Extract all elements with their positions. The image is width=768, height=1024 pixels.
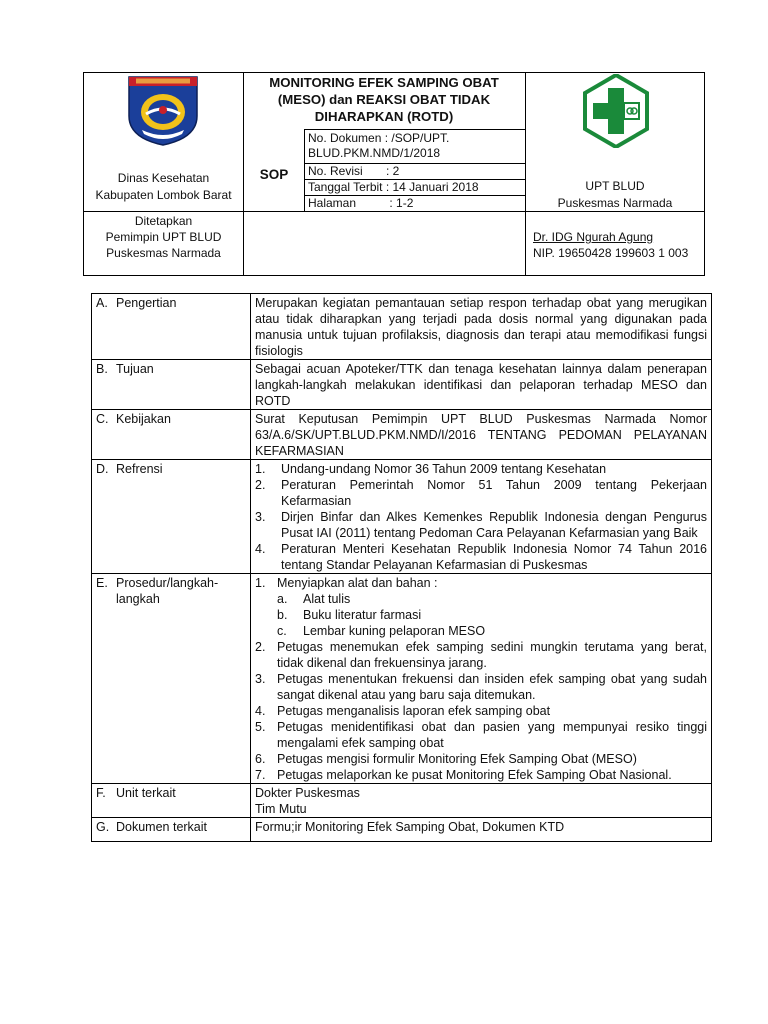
section-label bbox=[92, 294, 251, 360]
list-number: 3. bbox=[255, 510, 266, 524]
section-title: Pengertian bbox=[116, 296, 177, 310]
divider bbox=[243, 73, 244, 211]
list-number: 5. bbox=[255, 720, 266, 734]
table-row bbox=[92, 294, 712, 360]
section-title: Refrensi bbox=[116, 462, 163, 476]
doc-number bbox=[308, 131, 524, 161]
section-label bbox=[92, 460, 251, 574]
section-content: Surat Keputusan Pemimpin UPT BLUD Puskesmas Narmada Nomor 63/A.6/SK/UPT.BLUD.PKM.NMD/I/2016 TENTANG PEDOMAN PELAYANAN KEFARMASIAN bbox=[251, 410, 712, 460]
list-item bbox=[255, 751, 707, 767]
established-line3: Puskesmas Narmada bbox=[106, 246, 221, 260]
list-text: Buku literatur farmasi bbox=[303, 608, 422, 622]
divider bbox=[304, 129, 305, 211]
section-title: Dokumen terkait bbox=[116, 820, 208, 834]
section-letter: F. bbox=[96, 786, 106, 800]
table-row bbox=[92, 574, 712, 784]
related-unit: Tim Mutu bbox=[255, 802, 307, 816]
issue-date: Tanggal Terbit : 14 Januari 2018 bbox=[308, 180, 479, 194]
section-content: Merupakan kegiatan pemantauan setiap respon terhadap obat yang merugikan atau tidak diharapkan yang terjadi pada dosis normal yang digunakan pada manusia untuk tujuan profilaksis, diagnosis dan terapi atau memodifikasi fungsi fisiologis bbox=[251, 294, 712, 360]
list-item bbox=[255, 671, 707, 703]
list-item bbox=[255, 477, 707, 509]
list-number: 4. bbox=[255, 704, 266, 718]
list-text: Peraturan Menteri Kesehatan Republik Indonesia Nomor 74 Tahun 2016 tentang Standar Pelayanan Kefarmasian di Puskesmas bbox=[281, 542, 707, 572]
document-header bbox=[83, 72, 705, 276]
sub-list-item bbox=[255, 591, 707, 607]
sub-list-item bbox=[255, 623, 707, 639]
list-number: 1. bbox=[255, 576, 266, 590]
list-text: Petugas menidentifikasi obat dan pasien yang mempunyai resiko tinggi mengalami efek samping obat bbox=[277, 720, 707, 750]
title-line2: (MESO) dan REAKSI OBAT TIDAK bbox=[277, 92, 491, 107]
section-title: Prosedur/langkah-langkah bbox=[116, 576, 219, 606]
list-number: 3. bbox=[255, 672, 266, 686]
signer-nip: NIP. 19650428 199603 1 003 bbox=[533, 246, 689, 260]
list-number: 2. bbox=[255, 478, 266, 492]
org-right-line2: Puskesmas Narmada bbox=[557, 196, 673, 210]
section-label bbox=[92, 784, 251, 818]
list-text: Petugas mengisi formulir Monitoring Efek Samping Obat (MESO) bbox=[277, 752, 637, 766]
section-title: Tujuan bbox=[116, 362, 154, 376]
section-letter: D. bbox=[96, 462, 109, 476]
section-content: Formu;ir Monitoring Efek Samping Obat, Dokumen KTD bbox=[251, 818, 712, 842]
section-title: Kebijakan bbox=[116, 412, 171, 426]
list-number: 7. bbox=[255, 768, 266, 782]
section-title: Unit terkait bbox=[116, 786, 176, 800]
list-item bbox=[255, 639, 707, 671]
district-crest-logo bbox=[126, 74, 200, 146]
divider bbox=[84, 211, 704, 212]
table-row bbox=[92, 784, 712, 818]
established-line2: Pemimpin UPT BLUD bbox=[105, 230, 222, 244]
list-text: Petugas menemukan efek samping sedini mungkin terutama yang berat, tidak dikenal dan frekuensinya jarang. bbox=[277, 640, 707, 670]
list-text: Undang-undang Nomor 36 Tahun 2009 tentang Kesehatan bbox=[281, 462, 607, 476]
list-text: Petugas menentukan frekuensi dan insiden efek samping obat yang sudah sangat dikenal atau yang baru saja ditemukan. bbox=[277, 672, 707, 702]
list-text: Menyiapkan alat dan bahan : bbox=[277, 576, 438, 590]
list-item bbox=[255, 575, 707, 591]
puskesmas-logo bbox=[579, 74, 653, 148]
title-line1: MONITORING EFEK SAMPING OBAT bbox=[269, 75, 499, 90]
section-content bbox=[251, 574, 712, 784]
org-right-line1: UPT BLUD bbox=[585, 179, 645, 193]
doc-number-line2: BLUD.PKM.NMD/1/2018 bbox=[308, 146, 441, 160]
section-label bbox=[92, 410, 251, 460]
list-item bbox=[255, 461, 707, 477]
section-label bbox=[92, 360, 251, 410]
list-number: 4. bbox=[255, 542, 266, 556]
sop-label: SOP bbox=[259, 167, 289, 182]
divider bbox=[525, 73, 526, 275]
list-item bbox=[255, 719, 707, 751]
table-row bbox=[92, 460, 712, 574]
section-content bbox=[251, 784, 712, 818]
divider bbox=[243, 211, 244, 275]
section-letter: B. bbox=[96, 362, 108, 376]
doc-number-line1: No. Dokumen : /SOP/UPT. bbox=[308, 131, 450, 145]
signer bbox=[533, 229, 703, 261]
org-left bbox=[84, 171, 243, 203]
list-number: b. bbox=[277, 608, 288, 622]
org-left-line2: Kabupaten Lombok Barat bbox=[95, 188, 232, 202]
list-number: 6. bbox=[255, 752, 266, 766]
list-text: Petugas melaporkan ke pusat Monitoring Efek Samping Obat Nasional. bbox=[277, 768, 672, 782]
page-number: Halaman : 1-2 bbox=[308, 196, 414, 210]
section-content: Sebagai acuan Apoteker/TTK dan tenaga kesehatan lainnya dalam penerapan langkah-langkah melakukan identifikasi dan pelaporan terhadap MESO dan ROTD bbox=[251, 360, 712, 410]
list-item bbox=[255, 703, 707, 719]
list-text: Lembar kuning pelaporan MESO bbox=[303, 624, 486, 638]
section-label bbox=[92, 818, 251, 842]
signer-name: Dr. IDG Ngurah Agung bbox=[533, 230, 654, 244]
list-text: Alat tulis bbox=[303, 592, 351, 606]
list-text: Petugas menganalisis laporan efek samping obat bbox=[277, 704, 551, 718]
list-number: c. bbox=[277, 624, 287, 638]
org-left-line1: Dinas Kesehatan bbox=[117, 171, 210, 185]
title-line3: DIHARAPKAN (ROTD) bbox=[314, 109, 454, 124]
sub-list-item bbox=[255, 607, 707, 623]
list-number: a. bbox=[277, 592, 288, 606]
list-text: Dirjen Binfar dan Alkes Kemenkes Republik Indonesia dengan Pengurus Pusat IAI (2011) tentang Pedoman Cara Pelayanan Kefarmasian yang Baik bbox=[281, 510, 707, 540]
section-letter: C. bbox=[96, 412, 109, 426]
section-letter: G. bbox=[96, 820, 110, 834]
related-unit: Dokter Puskesmas bbox=[255, 786, 360, 800]
sop-content-table bbox=[91, 293, 712, 842]
table-row bbox=[92, 360, 712, 410]
section-letter: A. bbox=[96, 296, 108, 310]
revision-number: No. Revisi : 2 bbox=[308, 164, 400, 178]
org-right bbox=[526, 179, 704, 211]
section-letter: E. bbox=[96, 576, 108, 590]
established-line1: Ditetapkan bbox=[134, 214, 193, 228]
established-by bbox=[84, 213, 243, 261]
list-text: Peraturan Pemerintah Nomor 51 Tahun 2009 tentang Pekerjaan Kefarmasian bbox=[281, 478, 707, 508]
list-number: 2. bbox=[255, 640, 266, 654]
list-item bbox=[255, 541, 707, 573]
list-item bbox=[255, 509, 707, 541]
list-number: 1. bbox=[255, 462, 266, 476]
section-label bbox=[92, 574, 251, 784]
document-title bbox=[246, 74, 522, 125]
table-row bbox=[92, 818, 712, 842]
section-content bbox=[251, 460, 712, 574]
table-row bbox=[92, 410, 712, 460]
divider bbox=[304, 129, 525, 130]
list-item bbox=[255, 767, 707, 783]
